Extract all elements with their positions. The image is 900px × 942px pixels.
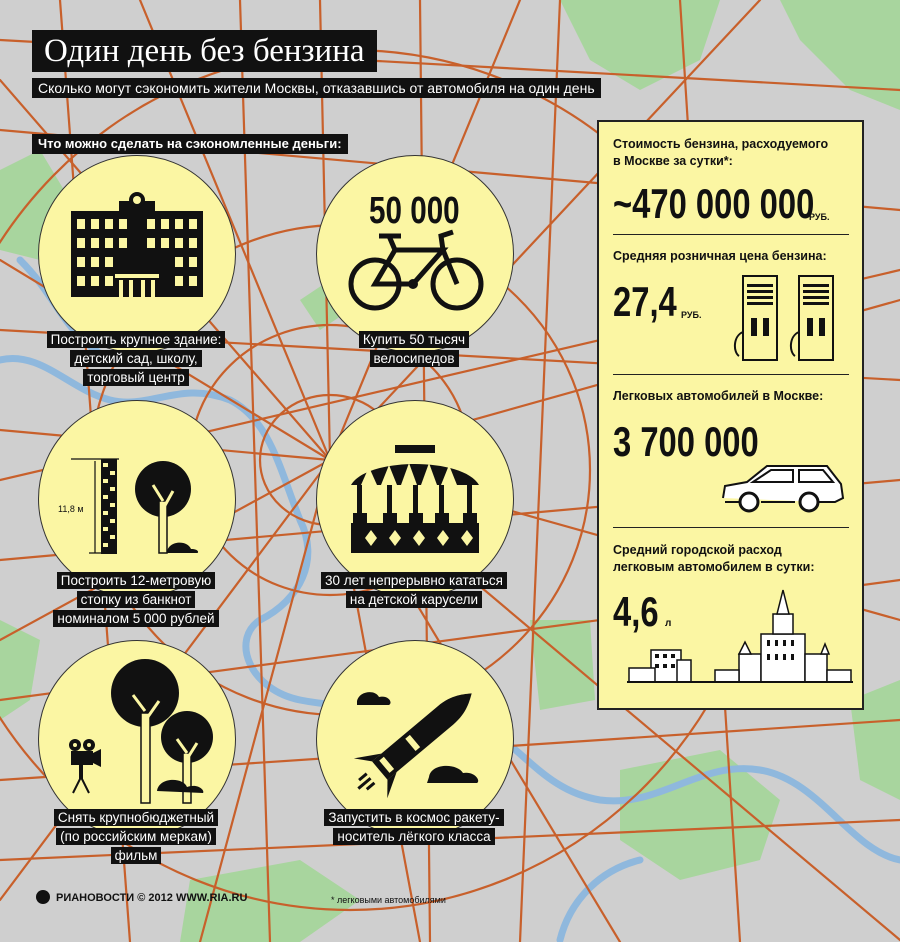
footer-brand: РИАНОВОСТИ © 2012 WWW.RIA.RU	[36, 890, 247, 904]
caption-bicycle: Купить 50 тысяч велосипедов	[314, 330, 514, 368]
bicycle-icon	[317, 156, 513, 352]
footnote: * легковыми автомобилями	[331, 895, 446, 905]
caption-film: Снять крупнобюджетный (по российским меркам) фильм	[36, 808, 236, 865]
fuel-cost-value: ~470 000 000	[613, 180, 815, 227]
banknote-stack-icon	[39, 401, 235, 597]
item-circle-banknotes	[38, 400, 236, 598]
fuel-cost-title: Стоимость бензина, расходуемого в Москве за сутки*:	[613, 137, 829, 168]
fuel-pump-icon	[729, 272, 847, 364]
caption-carousel: 30 лет непрерывно кататься на детской карусели	[314, 571, 514, 609]
page-subtitle: Сколько могут сэкономить жители Москвы, отказавшись от автомобиля на один день	[32, 78, 601, 98]
bicycle-count: 50 000	[369, 190, 460, 232]
fuel-price-value: 27,4	[613, 278, 677, 325]
caption-banknotes: Построить 12-метровую стопку из банкнот номиналом 5 000 рублей	[36, 571, 236, 628]
separator	[613, 374, 849, 375]
item-circle-bicycle	[316, 155, 514, 353]
stats-panel	[597, 120, 864, 710]
city-skyline-icon	[627, 584, 853, 684]
stack-height-label: 11,8 м	[58, 504, 84, 514]
section-heading: Что можно сделать на сэкономленные деньги:	[32, 134, 348, 154]
consumption-unit: л	[665, 618, 672, 629]
carousel-icon	[317, 401, 513, 597]
item-circle-building	[38, 155, 236, 353]
ria-logo-icon	[36, 890, 50, 904]
fuel-price-unit: РУБ.	[681, 310, 702, 320]
consumption-value: 4,6	[613, 588, 659, 635]
fuel-cost-unit: РУБ.	[809, 212, 830, 222]
cars-title: Легковых автомобилей в Москве:	[613, 389, 824, 403]
page-title: Один день без бензина	[32, 30, 377, 72]
separator	[613, 234, 849, 235]
caption-building: Построить крупное здание: детский сад, школу, торговый центр	[36, 330, 236, 387]
consumption-title: Средний городской расход легковым автомобилем в сутки:	[613, 543, 815, 574]
car-icon	[717, 458, 849, 518]
building-icon	[39, 156, 235, 352]
fuel-price-title: Средняя розничная цена бензина:	[613, 249, 827, 263]
separator	[613, 527, 849, 528]
cars-value: 3 700 000	[613, 418, 759, 465]
caption-rocket: Запустить в космос ракету- носитель лёгкого класса	[314, 808, 514, 846]
item-circle-carousel	[316, 400, 514, 598]
